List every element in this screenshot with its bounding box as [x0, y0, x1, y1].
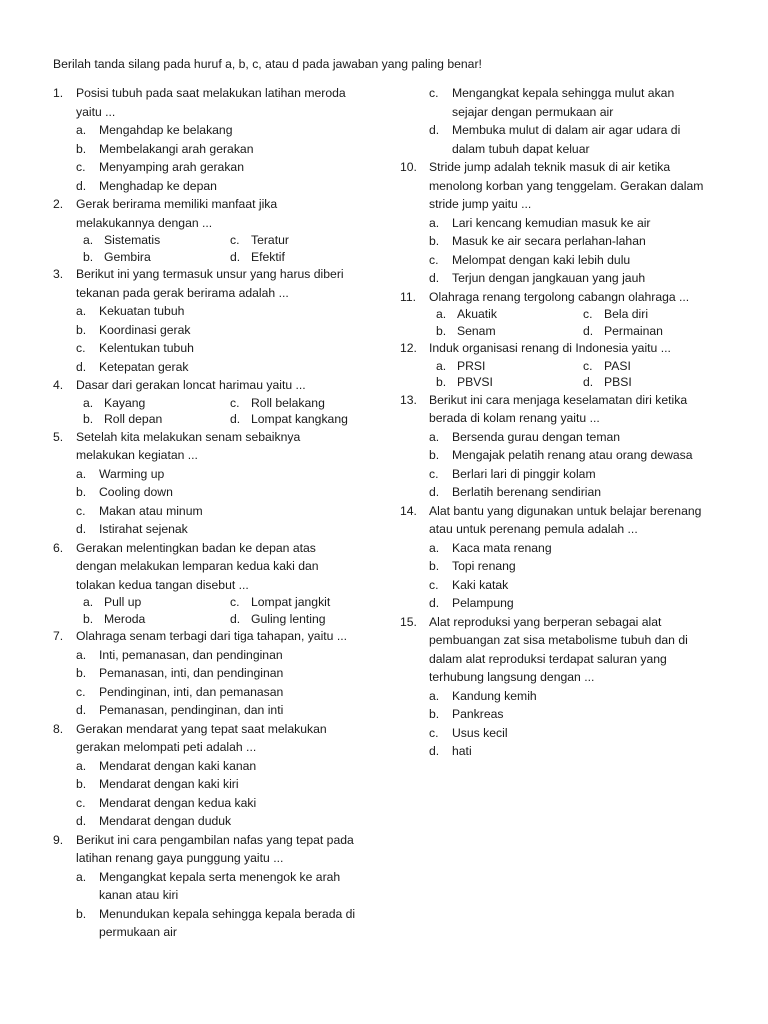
answer-option-b — [76, 140, 362, 159]
option-text-line: dalam tubuh dapat keluar — [452, 141, 590, 156]
question-number: 7. — [53, 629, 64, 643]
option-text: Membelakangi arah gerakan — [99, 141, 254, 156]
option-letter: a. — [76, 304, 87, 318]
answer-option-c — [583, 306, 715, 323]
option-letter: c. — [583, 307, 593, 321]
question-text-line: latihan renang gaya punggung yaitu ... — [76, 851, 284, 865]
question-text-line: terhubung langsung dengan ... — [429, 670, 595, 684]
option-text-line: sejajar dengan permukaan air — [452, 104, 614, 119]
question-stem — [53, 428, 362, 465]
option-letter: b. — [436, 323, 447, 338]
answer-option-d — [429, 269, 715, 288]
right-column — [400, 84, 715, 761]
answer-options — [53, 395, 362, 428]
option-letter: a. — [76, 647, 87, 662]
answer-option-d — [429, 742, 715, 761]
option-text: Mendarat dengan duduk — [99, 814, 232, 828]
question-stem — [400, 391, 715, 428]
option-text: Roll belakang — [251, 395, 325, 410]
answer-option-a — [76, 868, 362, 905]
option-letter: d. — [230, 611, 241, 626]
option-text: Pemanasan, pendinginan, dan inti — [99, 703, 284, 717]
option-letter: c. — [230, 595, 240, 609]
question-text-line: stride jump yaitu ... — [429, 197, 532, 211]
option-text: hati — [452, 744, 472, 758]
question-number: 10. — [400, 160, 417, 174]
option-text: Ketepatan gerak — [99, 359, 189, 374]
option-text: Berlatih berenang sendirian — [452, 485, 602, 499]
option-letter: a. — [429, 688, 440, 703]
option-letter: d. — [230, 412, 241, 426]
question-7 — [53, 627, 362, 720]
answer-options — [406, 306, 715, 339]
option-letter: a. — [83, 595, 94, 609]
answer-option-a — [76, 757, 362, 776]
option-letter: c. — [429, 466, 439, 481]
question-4 — [53, 376, 362, 428]
option-letter: b. — [436, 375, 447, 389]
option-letter: d. — [76, 522, 87, 536]
answer-option-c — [76, 502, 362, 521]
option-text: Kayang — [104, 395, 146, 410]
option-text: Makan atau minum — [99, 503, 203, 518]
question-2 — [53, 195, 362, 265]
option-letter: b. — [429, 448, 440, 462]
answer-option-b — [76, 905, 362, 942]
question-text-line: tolakan kedua tangan disebut ... — [76, 577, 249, 592]
question-stem — [53, 539, 362, 595]
option-text: Mendarat dengan kaki kanan — [99, 758, 257, 773]
question-text-line: dengan melakukan lemparan kedua kaki dan — [76, 559, 319, 573]
option-text: Gembira — [104, 249, 151, 264]
option-text: Menghadap ke depan — [99, 178, 217, 193]
answer-option-b — [429, 705, 715, 724]
answer-option-c — [230, 232, 362, 249]
option-text: Istirahat sejenak — [99, 522, 188, 536]
instruction-text: Berilah tanda silang pada huruf a, b, c, atau d pada jawaban yang paling benar! — [53, 57, 482, 71]
answer-option-a — [76, 646, 362, 665]
option-text: Bersenda gurau dengan teman — [452, 429, 621, 444]
question-stem — [53, 720, 362, 757]
option-text: Mendarat dengan kaki kiri — [99, 777, 239, 791]
question-11 — [400, 288, 715, 340]
option-letter: b. — [76, 906, 87, 921]
answer-options — [53, 868, 362, 942]
option-text: Bela diri — [604, 307, 649, 321]
option-text: Pelampung — [452, 596, 514, 610]
question-number: 2. — [53, 197, 64, 211]
answer-options — [53, 757, 362, 831]
option-text: Kaca mata renang — [452, 540, 552, 555]
option-text: Cooling down — [99, 485, 173, 499]
option-text: Pull up — [104, 595, 142, 609]
option-text: Teratur — [251, 233, 289, 247]
option-text: Meroda — [104, 611, 146, 626]
answer-option-c — [230, 594, 362, 611]
option-text: PRSI — [457, 358, 486, 373]
answer-option-d — [429, 594, 715, 613]
answer-option-c — [429, 576, 715, 595]
option-text: Akuatik — [457, 307, 497, 321]
option-text: Pendinginan, inti, dan pemanasan — [99, 684, 284, 699]
option-letter: b. — [429, 559, 440, 573]
option-text: Terjun dengan jangkauan yang jauh — [452, 271, 646, 285]
answer-option-b — [83, 611, 230, 628]
option-letter: d. — [429, 123, 440, 137]
option-text-line: Mengangkat kepala sehingga mulut akan — [452, 86, 675, 100]
option-letter: d. — [230, 249, 241, 264]
option-letter: b. — [83, 611, 94, 626]
question-number: 13. — [400, 392, 417, 407]
question-text-line: Gerakan mendarat yang tepat saat melakukan — [76, 721, 327, 736]
answer-option-a — [83, 395, 230, 412]
question-text-line: Gerakan melentingkan badan ke depan atas — [76, 540, 316, 555]
answer-option-b — [83, 411, 230, 428]
question-text-line: tekanan pada gerak berirama adalah ... — [76, 285, 289, 300]
option-letter: a. — [436, 307, 447, 321]
question-text-line: melakukan kegiatan ... — [76, 448, 198, 462]
answer-option-a — [76, 302, 362, 321]
question-stem — [400, 613, 715, 687]
option-text: Kekuatan tubuh — [99, 304, 185, 318]
question-stem — [400, 158, 715, 214]
option-text: Roll depan — [104, 412, 163, 426]
answer-option-b — [429, 557, 715, 576]
option-letter: c. — [429, 725, 439, 740]
option-text: Mendarat dengan kedua kaki — [99, 795, 257, 810]
option-text: Pankreas — [452, 707, 504, 721]
question-9-continued — [406, 84, 715, 158]
option-text: Usus kecil — [452, 725, 508, 740]
option-letter: b. — [83, 412, 94, 426]
option-letter: c. — [76, 341, 86, 355]
question-number: 4. — [53, 378, 64, 392]
question-number: 5. — [53, 429, 64, 444]
answer-options — [406, 687, 715, 761]
question-number: 11. — [400, 289, 417, 304]
question-number: 1. — [53, 86, 64, 100]
answer-options — [406, 358, 715, 391]
option-letter: d. — [76, 178, 87, 193]
option-letter: a. — [436, 358, 447, 373]
option-letter: a. — [429, 215, 440, 230]
option-text: Efektif — [251, 249, 285, 264]
option-letter: a. — [83, 395, 94, 410]
question-stem — [53, 84, 362, 121]
question-number: 9. — [53, 832, 64, 847]
option-text: Masuk ke air secara perlahan-lahan — [452, 234, 646, 248]
answer-options — [406, 428, 715, 502]
option-letter: d. — [76, 703, 87, 717]
question-text-line: Gerak berirama memiliki manfaat jika — [76, 197, 278, 211]
option-letter: a. — [76, 466, 87, 481]
option-letter: b. — [76, 485, 87, 499]
answer-options — [406, 214, 715, 288]
question-3 — [53, 265, 362, 376]
answer-option-b — [83, 249, 230, 266]
answer-option-c — [76, 683, 362, 702]
answer-options — [406, 84, 715, 158]
question-stem — [400, 288, 715, 307]
answer-option-b — [76, 775, 362, 794]
option-letter: d. — [583, 375, 594, 389]
option-text: Inti, pemanasan, dan pendinginan — [99, 647, 283, 662]
option-text-line: permukaan air — [99, 925, 177, 939]
question-text-line: Olahraga senam terbagi dari tiga tahapan, yaitu ... — [76, 629, 347, 643]
option-letter: d. — [76, 814, 87, 828]
answer-option-d — [230, 611, 362, 628]
answer-option-b — [436, 374, 583, 391]
option-text: PBVSI — [457, 375, 493, 389]
option-text-line: Menundukan kepala sehingga kepala berada di — [99, 906, 356, 921]
option-letter: b. — [76, 141, 87, 156]
option-letter: d. — [429, 744, 440, 758]
question-6 — [53, 539, 362, 628]
answer-option-b — [429, 232, 715, 251]
option-letter: a. — [76, 758, 87, 773]
question-number: 15. — [400, 614, 417, 629]
question-text-line: pembuangan zat sisa metabolisme tubuh dan di — [429, 633, 688, 647]
question-15 — [400, 613, 715, 761]
option-text: PASI — [604, 358, 631, 373]
answer-option-a — [429, 687, 715, 706]
question-text-line: menolong korban yang tenggelam. Gerakan dalam — [429, 178, 704, 193]
answer-options — [53, 594, 362, 627]
question-number: 3. — [53, 267, 64, 281]
option-text: Topi renang — [452, 559, 516, 573]
answer-option-c — [429, 251, 715, 270]
option-letter: c. — [429, 577, 439, 592]
answer-option-a — [429, 214, 715, 233]
question-text-line: Dasar dari gerakan loncat harimau yaitu ... — [76, 378, 306, 392]
answer-option-b — [76, 483, 362, 502]
answer-option-d — [230, 249, 362, 266]
question-text-line: Setelah kita melakukan senam sebaiknya — [76, 429, 301, 444]
option-letter: c. — [76, 684, 86, 699]
question-13 — [400, 391, 715, 502]
option-text: PBSI — [604, 375, 632, 389]
option-letter: d. — [583, 323, 594, 338]
question-number: 8. — [53, 721, 64, 736]
left-column — [53, 84, 362, 942]
answer-option-a — [83, 232, 230, 249]
option-text: Guling lenting — [251, 611, 326, 626]
option-letter: c. — [76, 503, 86, 518]
option-letter: c. — [583, 358, 593, 373]
question-stem — [53, 376, 362, 395]
answer-option-a — [436, 358, 583, 375]
question-8 — [53, 720, 362, 831]
option-letter: c. — [76, 795, 86, 810]
answer-option-c — [76, 794, 362, 813]
question-text-line: Induk organisasi renang di Indonesia yaitu ... — [429, 341, 671, 355]
answer-option-c — [429, 465, 715, 484]
answer-option-d — [429, 483, 715, 502]
question-stem — [400, 502, 715, 539]
answer-option-a — [436, 306, 583, 323]
question-stem — [53, 195, 362, 232]
question-text-line: Olahraga renang tergolong cabangn olahraga ... — [429, 289, 690, 304]
option-letter: d. — [429, 485, 440, 499]
option-text: Warming up — [99, 466, 165, 481]
answer-option-c — [429, 84, 715, 121]
option-text: Menyamping arah gerakan — [99, 160, 244, 174]
option-letter: b. — [76, 666, 87, 680]
question-number: 14. — [400, 503, 417, 518]
question-text-line: atau untuk perenang pemula adalah ... — [429, 522, 638, 536]
question-stem — [53, 265, 362, 302]
option-letter: c. — [230, 395, 240, 410]
option-text: Permainan — [604, 323, 663, 338]
option-letter: b. — [83, 249, 94, 264]
option-letter: d. — [429, 271, 440, 285]
answer-option-b — [429, 446, 715, 465]
option-text: Lompat jangkit — [251, 595, 331, 609]
answer-option-b — [436, 323, 583, 340]
option-text: Koordinasi gerak — [99, 322, 191, 337]
question-14 — [400, 502, 715, 613]
answer-options — [53, 121, 362, 195]
answer-option-b — [76, 664, 362, 683]
answer-options — [53, 302, 362, 376]
option-letter: c. — [230, 233, 240, 247]
option-text: Lari kencang kemudian masuk ke air — [452, 215, 651, 230]
answer-option-d — [76, 358, 362, 377]
question-text-line: Posisi tubuh pada saat melakukan latihan meroda — [76, 86, 346, 100]
answer-option-d — [76, 520, 362, 539]
option-text: Kelentukan tubuh — [99, 341, 194, 355]
option-text: Kandung kemih — [452, 688, 537, 703]
answer-options — [53, 232, 362, 265]
answer-option-c — [76, 339, 362, 358]
option-letter: a. — [429, 429, 440, 444]
option-letter: a. — [429, 540, 440, 555]
question-1 — [53, 84, 362, 195]
option-text-line: kanan atau kiri — [99, 888, 179, 902]
answer-option-a — [76, 121, 362, 140]
answer-option-d — [230, 411, 362, 428]
question-number: 12. — [400, 341, 417, 355]
answer-option-a — [429, 428, 715, 447]
option-text: Pemanasan, inti, dan pendinginan — [99, 666, 284, 680]
option-letter: b. — [76, 777, 87, 791]
answer-option-d — [429, 121, 715, 158]
question-12 — [400, 339, 715, 391]
option-text: Mengahdap ke belakang — [99, 123, 233, 137]
option-text: Senam — [457, 323, 496, 338]
option-text: Melompat dengan kaki lebih dulu — [452, 252, 631, 267]
option-letter: b. — [429, 234, 440, 248]
question-9 — [53, 831, 362, 942]
option-letter: c. — [76, 160, 86, 174]
answer-option-d — [583, 323, 715, 340]
answer-options — [53, 646, 362, 720]
answer-options — [53, 465, 362, 539]
answer-option-d — [583, 374, 715, 391]
answer-option-d — [76, 812, 362, 831]
option-text: Mengajak pelatih renang atau orang dewasa — [452, 448, 693, 462]
answer-options — [406, 539, 715, 613]
question-text-line: Berikut ini cara menjaga keselamatan diri ketika — [429, 392, 688, 407]
option-letter: d. — [429, 596, 440, 610]
option-letter: c. — [429, 86, 439, 100]
question-stem — [400, 339, 715, 358]
option-letter: b. — [429, 707, 440, 721]
answer-option-c — [583, 358, 715, 375]
answer-option-a — [83, 594, 230, 611]
answer-option-a — [76, 465, 362, 484]
answer-option-c — [76, 158, 362, 177]
question-stem — [53, 831, 362, 868]
answer-option-d — [76, 177, 362, 196]
question-text-line: Berikut ini yang termasuk unsur yang harus diberi — [76, 267, 344, 281]
question-text-line: berada di kolam renang yaitu ... — [429, 411, 600, 425]
question-text-line: yaitu ... — [76, 104, 116, 119]
question-text-line: dalam alat reproduksi terdapat saluran yang — [429, 651, 667, 666]
question-text-line: gerakan melompati peti adalah ... — [76, 740, 257, 754]
question-5 — [53, 428, 362, 539]
question-number: 6. — [53, 540, 64, 555]
answer-option-b — [76, 321, 362, 340]
answer-option-c — [230, 395, 362, 412]
question-text-line: Alat reproduksi yang berperan sebagai alat — [429, 614, 662, 629]
question-text-line: Berikut ini cara pengambilan nafas yang tepat pada — [76, 832, 354, 847]
option-text: Lompat kangkang — [251, 412, 348, 426]
answer-option-d — [76, 701, 362, 720]
question-text-line: Stride jump adalah teknik masuk di air ketika — [429, 160, 671, 174]
option-letter: a. — [76, 869, 87, 884]
question-text-line: Alat bantu yang digunakan untuk belajar berenang — [429, 503, 702, 518]
option-text: Sistematis — [104, 233, 161, 247]
option-letter: d. — [76, 359, 87, 374]
option-letter: c. — [429, 252, 439, 267]
question-text-line: melakukannya dengan ... — [76, 215, 213, 230]
option-letter: b. — [76, 322, 87, 337]
option-text-line: Mengangkat kepala serta menengok ke arah — [99, 869, 341, 884]
option-text: Kaki katak — [452, 577, 509, 592]
option-text: Berlari lari di pinggir kolam — [452, 466, 596, 481]
option-letter: a. — [76, 123, 87, 137]
option-letter: a. — [83, 233, 94, 247]
question-10 — [400, 158, 715, 288]
answer-option-a — [429, 539, 715, 558]
question-stem — [53, 627, 362, 646]
option-text-line: Membuka mulut di dalam air agar udara di — [452, 123, 681, 137]
answer-option-c — [429, 724, 715, 743]
